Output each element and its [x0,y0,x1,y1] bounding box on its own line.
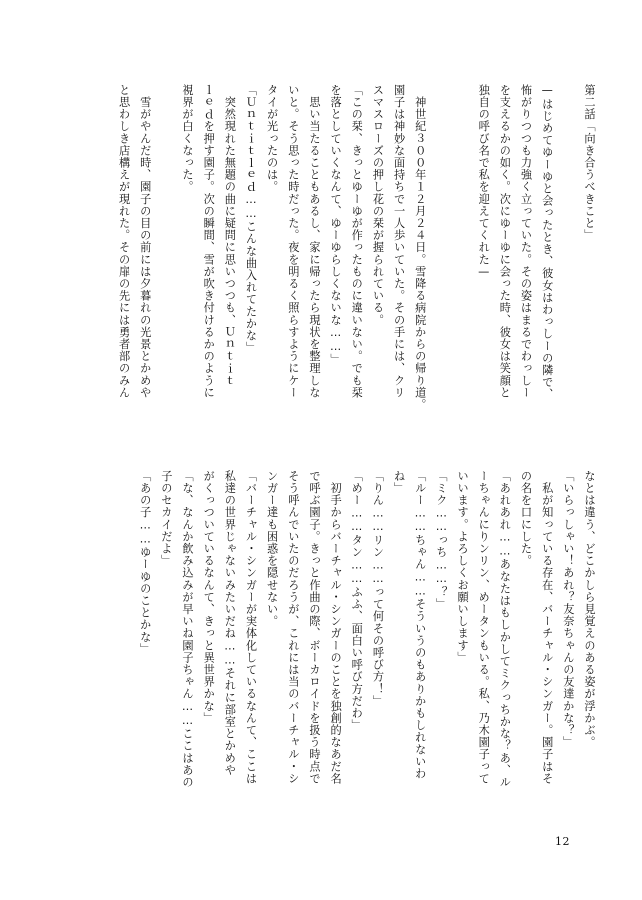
upper-text-line: いと。そう思った時だった。夜を明るく照らすようにケー [286,84,300,399]
lower-text-line: の名を口にした。 [519,470,533,567]
upper-text-block [100,84,600,444]
lower-text-line: がくっついているなんて、きっと異世界かな」 [202,470,216,725]
lower-text-line: で呼ぶ園子。きっと作曲の際、ボーカロイドを扱う時点で [307,470,321,785]
upper-text-line: 園子は神妙な面持ちで一人歩いていた。その手には、クリ [392,84,406,399]
lower-text-line: 「バーチャル・シンガーが実体化しているなんて、ここは [244,470,258,785]
lower-text-line: 「りん……リン……って何その呼び方！」 [371,470,385,708]
upper-text-line: を落としていくなんて、ゆーゆらしくないな……」 [329,84,343,366]
lower-text-line: 「ミク……っち……？」 [434,470,448,611]
lower-text-line: ーちゃんにりンリン、めータンもいる。私、乃木園子って [477,470,491,785]
upper-blank-line [156,84,177,444]
lower-text-line: 「めー……タン……ふふ、面白い呼び方だわ」 [350,470,364,732]
upper-text-line: 独自の呼び名で私を迎えてくれた— [477,84,491,280]
lower-text-line: いいます。よろしくお願いします」 [456,470,470,664]
lower-text-line: ンガー達も困惑を隠せない。 [265,470,279,628]
lower-text-line: 私達の世界じゃないみたいだね……それに部室とかめや [223,470,237,777]
upper-text-line: 突然現れた無題の曲に疑問に思いつつも、Ｕｎｔｉｔ [223,84,237,387]
lower-text-line: 「あれあれ……あなたはもしかしてミクっちかな？あ、ル [498,470,512,789]
lower-text-line: 「ルー……ちゃん……そういうのもありかもしれないわ [413,470,427,780]
upper-text-line: タイが光ったのは。 [265,84,279,193]
upper-text-line: —はじめてゆーゆと会ったとき、彼女はわっしーの隣で、 [540,84,554,401]
upper-text-line: 雪がやんだ時、園子の目の前には夕暮れの光景とかめや [138,84,152,399]
upper-text-line: 「この栞、きっとゆーゆが作ったものに違いない。でも栞 [350,84,364,399]
page-number: 12 [555,835,570,848]
lower-text-line: 子のセカイだよ」 [159,470,173,567]
upper-blank-line [452,84,473,444]
upper-blank-line [431,84,452,444]
lower-text-line: なとは違う、どこかしら見覚えのある姿が浮かぶ。 [583,470,596,749]
upper-text-line: 第二話「向き合うべきこと」 [583,84,596,242]
lower-text-line: 「な、なんか飲み込みが早いね園子ちゃん……ここはあの [181,470,195,789]
upper-text-line: を支えるかの如く。次にゆーゆに会った時、彼女は笑顔と [498,84,512,399]
lower-text-line: そう呼んでいたのだろうが、これには当のバーチャル・シ [286,470,300,785]
upper-text-line: と思わしき店構えが現れた。その扉の先には勇者部のみん [117,84,131,399]
upper-text-line: スマスローズの押し花の栞が握られている。 [371,84,385,326]
upper-text-line: 怖がりつつも力強く立っていた。その姿はまるでわっしー [519,84,533,399]
upper-text-line: 視界が白くなった。 [181,84,195,193]
upper-text-line: 「Ｕｎｔｉｔｌｅｄ……こんな曲入れてたかな」 [244,84,258,354]
lower-text-line: ね」 [392,470,406,495]
upper-text-line: ｌｅｄを押す園子。次の瞬間、雪が吹き付けるかのように [202,84,216,399]
lower-text-line: 「あの子……ゆーゆのことかな」 [138,470,152,656]
upper-blank-line [558,84,579,444]
lower-text-block [100,470,600,830]
lower-text-line: 「いらっしゃい！あれ？友奈ちゃんの友達かな？」 [561,470,575,749]
lower-text-line: 私が知っている存在、バーチャル・シンガー。園子はそ [540,470,554,785]
upper-text-line: 神世紀３００年１２月２４日。雪降る病院からの帰り道。 [413,84,427,411]
upper-text-line: 思い当たることもあるし、家に帰ったら現状を整理しな [307,84,321,399]
lower-text-line: 初手からバーチャル・シンガーのことを独創的なあだ名 [329,470,343,785]
